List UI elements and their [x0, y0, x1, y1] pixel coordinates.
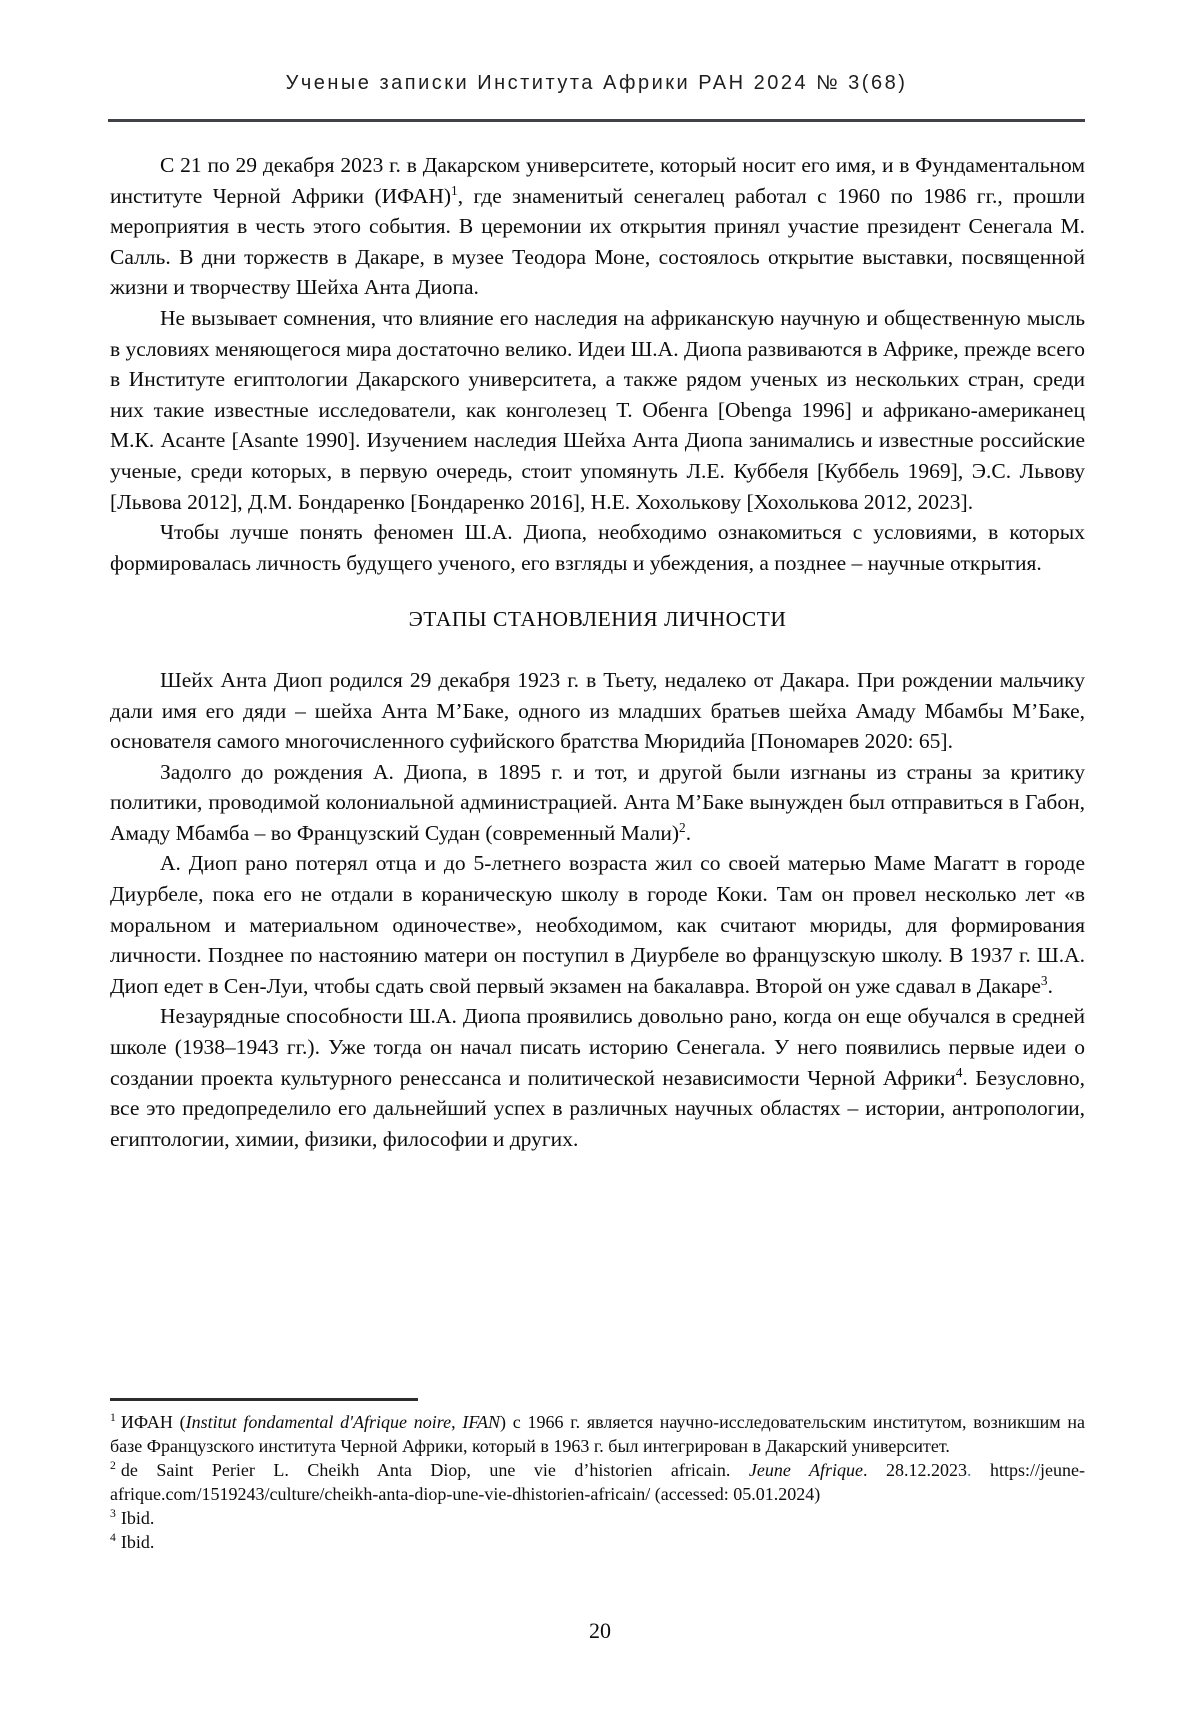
page-number: 20	[589, 1618, 611, 1643]
footnote-2-marker: 2	[110, 1459, 116, 1472]
section-heading: ЭТАПЫ СТАНОВЛЕНИЯ ЛИЧНОСТИ	[408, 607, 787, 632]
running-head	[108, 72, 1085, 122]
footnote-ref-2: 2	[679, 819, 686, 835]
paragraph-3-text: Чтобы лучше понять феномен Ш.А. Диопа, необходимо ознакомиться с условиями, в которых формировалась личность будущего ученого, его взгляды и убеждения, а позднее – научные открытия.	[110, 520, 1085, 575]
paragraph-7	[110, 1001, 1085, 1154]
paragraph-5	[110, 757, 1085, 849]
footnotes-section	[110, 1398, 1085, 1554]
article-body	[110, 150, 1085, 1154]
paragraph-1	[110, 150, 1085, 303]
paragraph-4-text: Шейх Анта Диоп родился 29 декабря 1923 г. в Тьету, недалеко от Дакара. При рождении мальчику дали имя его дяди – шейха Анта М’Баке, одного из младших братьев шейха Амаду Мбамбы М’Баке, основателя самого многочисленного суфийского братства Мюридийа [Пономарев 2020: 65].	[110, 667, 1085, 754]
paragraph-1-text-cont: , где знаменитый сенегалец работал с 1960 по 1986 гг., прошли мероприятия в честь этого события. В церемонии их открытия принял участие президент Сенегала М. Салль. В дни торжеств в Дакаре, в музее Теодора Моне, состоялось открытие выставки, посвященной жизни и творчеству Шейха Анта Диопа.	[110, 183, 1085, 300]
paragraph-5-text: Задолго до рождения А. Диопа, в 1895 г. и тот, и другой были изгнаны из страны за критику политики, проводимой колониальной администрацией. Анта М’Баке вынужден был отправиться в Габон, Амаду Мбамба – во Французский Судан (современный Мали)	[110, 759, 1085, 845]
footnote-1-italic-title: Institut fondamental d'Afrique noire	[185, 1412, 452, 1432]
paragraph-2	[110, 303, 1085, 517]
footnote-1	[110, 1410, 1085, 1458]
footnote-2-text: de Saint Perier L. Cheikh Anta Diop, une vie d’historien africain.	[120, 1460, 749, 1480]
paragraph-6-text: А. Диоп рано потерял отца и до 5-летнего возраста жил со своей матерью Маме Магатт в городе Диурбеле, пока его не отдали в кораническую школу в городе Коки. Там он провел несколько лет «в моральном и материальном одиночестве», необходимом, как считают мюриды, для формирования личности. Позднее по настоянию матери он поступил в Диурбеле во французскую школу. В 1937 г. Ш.А. Диоп едет в Сен-Луи, чтобы сдать свой первый экзамен на бакалавра. Второй он уже сдавал в Дакаре	[110, 851, 1085, 998]
footnote-1-text-mid: ,	[451, 1412, 463, 1432]
footnote-4-text: Ibid.	[120, 1532, 155, 1552]
footnote-1-text: ИФАН (	[120, 1412, 186, 1432]
footnote-3	[110, 1506, 1085, 1530]
footnote-2-date: . 28.12.2023	[863, 1460, 968, 1480]
footnote-3-text: Ibid.	[120, 1508, 155, 1528]
paragraph-6	[110, 848, 1085, 1001]
footnote-3-marker: 3	[110, 1507, 116, 1520]
footnote-ref-3: 3	[1040, 972, 1048, 988]
paragraph-2-text: Не вызывает сомнения, что влияние его наследия на африканскую научную и общественную мысль в условиях меняющегося мира достаточно велико. Идеи Ш.А. Диопа развиваются в Африке, прежде всего в Институте египтологии Дакарского университета, а также рядом ученых из нескольких стран, среди них такие известные исследователи, как конголезец Т. Обенга [Obenga 1996] и африкано-американец М.К. Асанте [Asante 1990]. Изучением наследия Шейха Анта Диопа занимались и известные российские ученые, среди которых, в первую очередь, стоит упомянуть Л.Е. Куббеля [Куббель 1969], Э.С. Львову [Львова 2012], Д.М. Бондаренко [Бондаренко 2016], Н.Е. Хохолькову [Хохолькова 2012, 2023].	[110, 305, 1085, 514]
footnote-2-url: https://jeune-afrique.com/1519243/culture/cheikh-anta-diop-une-vie-dhistorien-africain/ (accessed: 05.01.2024)	[110, 1460, 1086, 1504]
footnote-2-journal-name: Jeune Afrique	[748, 1460, 863, 1480]
footnote-4	[110, 1530, 1085, 1554]
paragraph-7-text: Незаурядные способности Ш.А. Диопа проявились довольно рано, когда он еще обучался в средней школе (1938–1943 гг.). Уже тогда он начал писать историю Сенегала. У него появились первые идеи о создании проекта культурного ренессанса и политической независимости Черной Африки	[110, 1004, 1085, 1090]
footnote-separator-rule	[110, 1398, 418, 1401]
footnote-ref-1: 1	[451, 182, 458, 198]
paragraph-4	[110, 665, 1085, 757]
paragraph-6-text-cont: .	[1047, 973, 1053, 998]
footnote-2-blue-period: .	[967, 1460, 972, 1480]
paragraph-7-text-cont: . Безусловно, все это предопределило его дальнейший успех в различных научных областях – истории, антропологии, египтологии, химии, физики, философии и других.	[110, 1065, 1085, 1151]
footnote-2	[110, 1458, 1085, 1506]
footnote-4-marker: 4	[110, 1531, 116, 1544]
footnote-ref-4: 4	[955, 1064, 963, 1080]
paragraph-3	[110, 517, 1085, 578]
footnote-1-marker: 1	[110, 1411, 116, 1424]
paragraph-1-text: С 21 по 29 декабря 2023 г. в Дакарском университете, который носит его имя, и в Фундаментальном институте Черной Африки (ИФАН)	[110, 153, 1085, 208]
footnote-1-italic-abbr: IFAN	[462, 1412, 500, 1432]
footnote-1-text-end: ) с 1966 г. является научно-исследовательским институтом, возникшим на базе Французского института Черной Африки, который в 1963 г. был интегрирован в Дакарский университет.	[110, 1412, 1085, 1456]
journal-header-title: Ученые записки Института Африки РАН 2024 № 3(68)	[285, 72, 908, 94]
paragraph-5-text-cont: .	[685, 820, 692, 845]
